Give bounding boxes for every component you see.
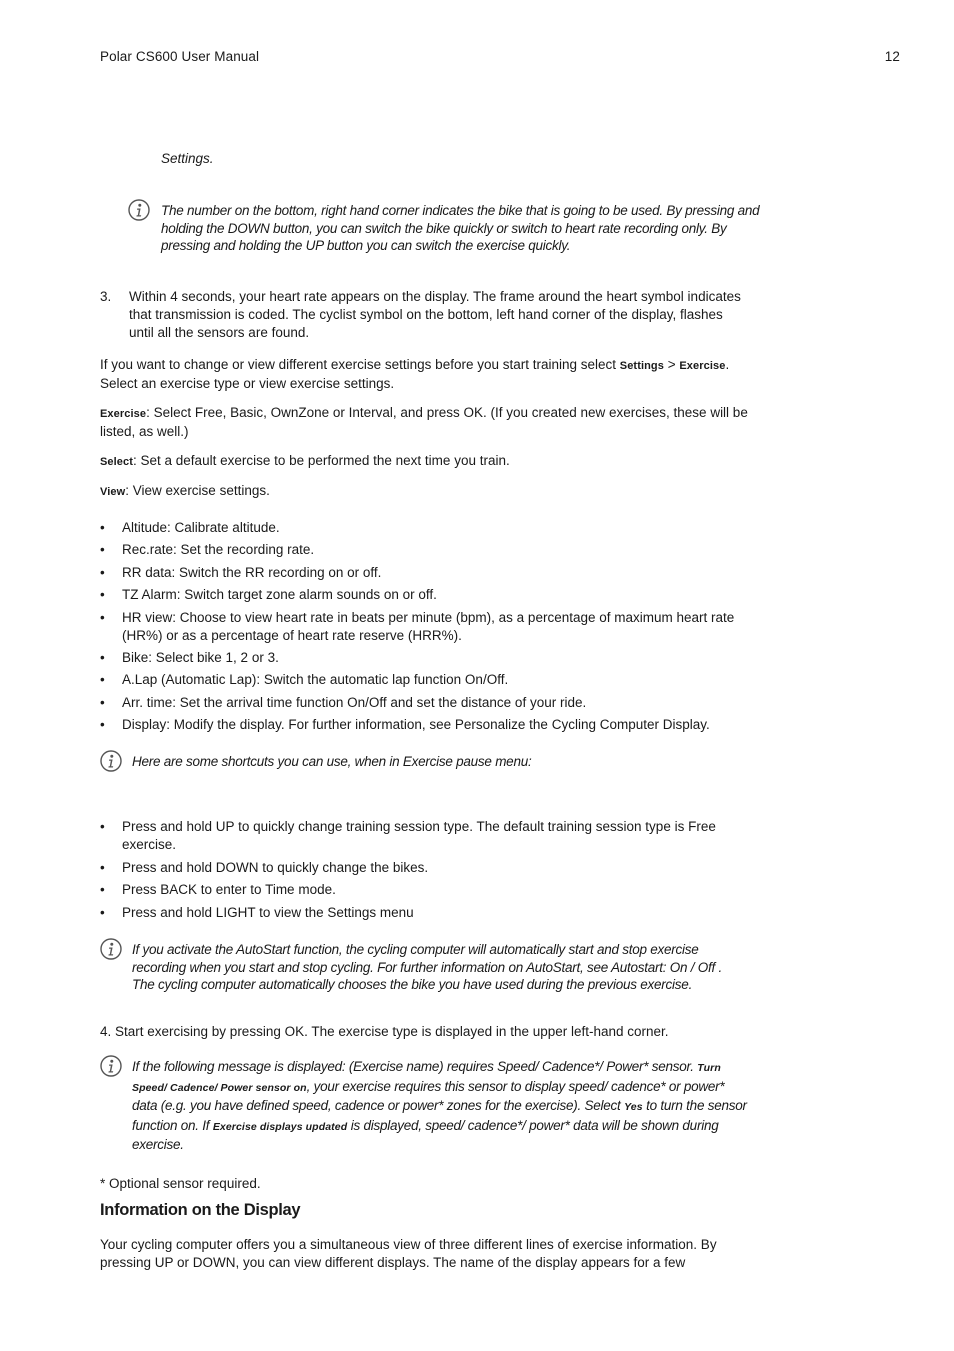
list-item: • Press and hold DOWN to quickly change the bikes. — [100, 859, 760, 877]
note-shortcuts: Here are some shortcuts you can use, when in Exercise pause menu: — [132, 754, 532, 769]
info-icon — [128, 199, 150, 221]
message-label-turn-sensor-on: Turn Speed/ Cadence/ Power sensor on — [132, 1062, 721, 1094]
menu-label-select: Select — [100, 456, 134, 468]
menu-label-settings: Settings — [619, 360, 664, 372]
settings-fragment: Settings. — [161, 151, 214, 166]
list-item: • HR view: Choose to view heart rate in beats per minute (bpm), as a percentage of maximum heart rate (HR%) or as a percentage of heart rate reserve (HRR%). — [100, 609, 740, 645]
step-3-text: Within 4 seconds, your heart rate appears on the display. The frame around the heart symbol indicates that transmission is coded. The cyclist symbol on the bottom, left hand corner of the display, flashes until all the sensors are found. — [129, 289, 741, 340]
note-sensor-required: If the following message is displayed: (Exercise name) requires Speed/ Cadence*/ Power* sensor. Turn Speed/ Cadence/ Power sensor on, your exercise requires this sensor to display speed/ cadence* or power* data (e.g. you have defined speed, cadence or power* zones for the exercise). Select Yes to turn the sensor function on. If Exercise displays updated is displayed, speed/ cadence*/ power* data will be shown during exercise. — [132, 1059, 747, 1153]
list-item: • Altitude: Calibrate altitude. — [100, 519, 760, 537]
page-number: 12 — [884, 49, 900, 64]
display-intro-paragraph: Your cycling computer offers you a simultaneous view of three different lines of exercise information. By pressing UP or DOWN, you can view different displays. The name of the display appears for a few — [100, 1237, 717, 1270]
info-icon — [100, 1055, 122, 1077]
section-heading: Information on the Display — [100, 1201, 301, 1219]
info-icon — [100, 938, 122, 960]
list-item: • TZ Alarm: Switch target zone alarm sounds on or off. — [100, 586, 760, 604]
option-label-yes: Yes — [624, 1101, 643, 1114]
step-4-text: 4. Start exercising by pressing OK. The exercise type is displayed in the upper left-hand corner. — [100, 1024, 669, 1039]
list-item: • Arr. time: Set the arrival time function On/Off and set the distance of your ride. — [100, 694, 760, 712]
list-item: • A.Lap (Automatic Lap): Switch the automatic lap function On/Off. — [100, 671, 760, 689]
message-label-exercise-displays-updated: Exercise displays updated — [212, 1120, 348, 1133]
change-settings-paragraph: If you want to change or view different exercise settings before you start training select Settings > Exercise. Select an exercise type or view exercise settings. — [100, 357, 730, 391]
list-item: • Bike: Select bike 1, 2 or 3. — [100, 649, 760, 667]
view-description: View: View exercise settings. — [100, 483, 270, 498]
list-item: • Display: Modify the display. For further information, see Personalize the Cycling Computer Display. — [100, 716, 760, 734]
shortcuts-list — [100, 818, 760, 922]
step-3-number: 3. — [100, 289, 112, 304]
list-item: • Press BACK to enter to Time mode. — [100, 881, 760, 899]
info-icon — [100, 750, 122, 772]
exercise-description: Exercise: Select Free, Basic, OwnZone or Interval, and press OK. (If you created new exercises, these will be listed, as well.) — [100, 405, 748, 439]
optional-sensor-footnote: * Optional sensor required. — [100, 1176, 261, 1191]
list-item: • Press and hold LIGHT to view the Settings menu — [100, 904, 760, 922]
list-item: • Rec.rate: Set the recording rate. — [100, 541, 760, 559]
list-item: • Press and hold UP to quickly change training session type. The default training session type is Free exercise. — [100, 818, 752, 854]
view-settings-list — [100, 519, 760, 734]
note-autostart: If you activate the AutoStart function, the cycling computer will automatically start and stop exercise recording when you start and stop cycling. For further information on AutoStart, see Autostart: On / Off . The cycling computer automatically chooses the bike you have used during the previous exercise. — [132, 942, 723, 993]
menu-label-exercise: Exercise — [679, 360, 726, 372]
menu-label-view: View — [100, 486, 126, 498]
select-description: Select: Set a default exercise to be performed the next time you train. — [100, 453, 510, 468]
list-item: • RR data: Switch the RR recording on or off. — [100, 564, 760, 582]
note-bike-indicator: The number on the bottom, right hand corner indicates the bike that is going to be used. By pressing and holding the DOWN button, you can switch the bike quickly or switch to heart rate recording only. By pressing and holding the UP button you can switch the exercise quickly. — [161, 203, 760, 254]
running-header-title: Polar CS600 User Manual — [100, 49, 260, 64]
menu-label-exercise: Exercise — [100, 408, 147, 420]
